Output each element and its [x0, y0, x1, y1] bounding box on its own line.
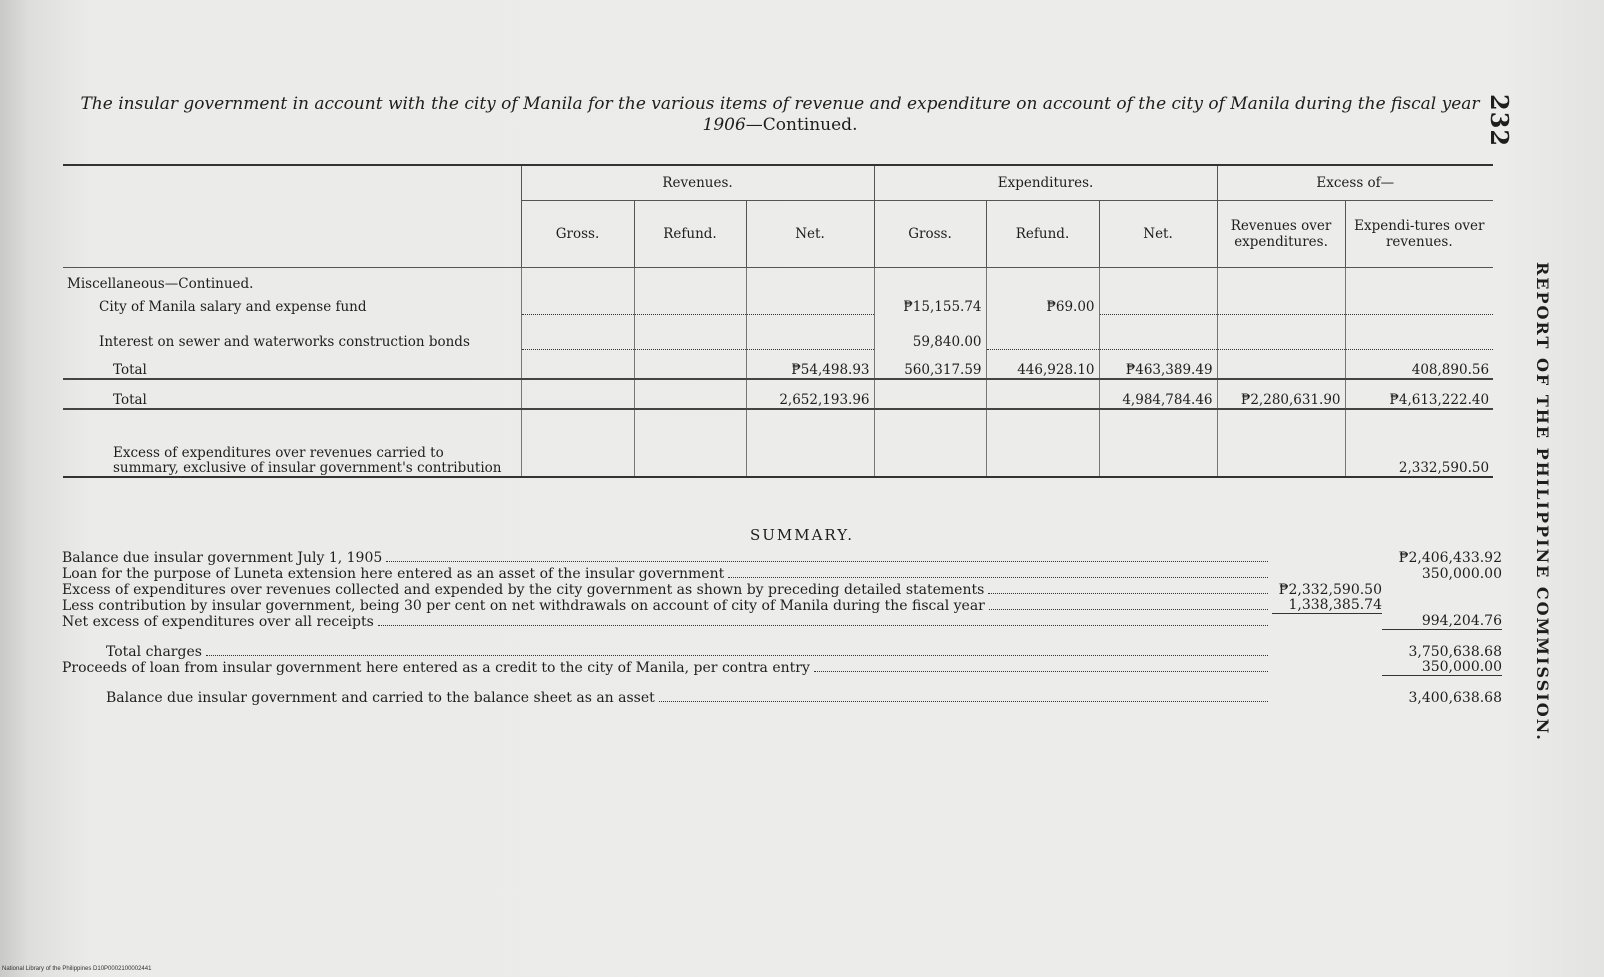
- cell-exp-over-rev: 408,890.56: [1345, 350, 1493, 380]
- cell-rev-net: 2,652,193.96: [746, 379, 874, 409]
- cell-exp-gross: 560,317.59: [874, 350, 986, 380]
- header-exp-over-rev: Expendi-tures over revenues.: [1345, 201, 1493, 268]
- header-exp-gross: Gross.: [874, 201, 986, 268]
- summary-label: Loan for the purpose of Luneta extension here entered as an asset of the insular government: [62, 566, 725, 582]
- header-revenues: Revenues.: [521, 165, 874, 201]
- summary-amount: 3,750,638.68: [1408, 644, 1502, 660]
- cell-exp-net: 4,984,784.46: [1099, 379, 1217, 409]
- summary-subamount: ₱2,332,590.50: [1278, 582, 1382, 598]
- header-exp-net: Net.: [1099, 201, 1217, 268]
- table-row: [63, 315, 1493, 350]
- summary-row: [62, 644, 1502, 660]
- summary-amount: 994,204.76: [1382, 613, 1502, 630]
- header-rev-net: Net.: [746, 201, 874, 268]
- row-label: Total: [113, 392, 147, 408]
- summary-label: Balance due insular government and carried to the balance sheet as an asset: [106, 690, 655, 706]
- header-exp-refund: Refund.: [986, 201, 1099, 268]
- summary-label: Excess of expenditures over revenues collected and expended by the city government as shown by preceding detailed statements: [62, 582, 985, 598]
- summary-row: [62, 550, 1502, 566]
- summary-subamount: 1,338,385.74: [1272, 597, 1382, 614]
- cell-exp-net: ₱463,389.49: [1099, 350, 1217, 380]
- row-label: Interest on sewer and waterworks construction bonds: [99, 333, 470, 350]
- cell-rev-over-exp: ₱2,280,631.90: [1217, 379, 1345, 409]
- summary-section: [62, 550, 1502, 706]
- summary-label: Proceeds of loan from insular government here entered as a credit to the city of Manila, per contra entry: [62, 660, 810, 676]
- summary-amount: ₱2,406,433.92: [1398, 550, 1502, 566]
- summary-title: SUMMARY.: [749, 526, 855, 544]
- summary-row: [62, 690, 1502, 706]
- misc-heading: Miscellaneous—Continued.: [67, 276, 254, 292]
- summary-row: [62, 598, 1502, 614]
- page-number: 232: [1485, 94, 1514, 148]
- header-expenditures: Expenditures.: [874, 165, 1217, 201]
- row-label: Excess of expenditures over revenues carried to summary, exclusive of insular government's contribution: [113, 445, 502, 476]
- summary-row: [62, 582, 1502, 598]
- summary-row: [62, 660, 1502, 676]
- archive-footer: National Library of the Philippines D10P0002100002441: [2, 966, 152, 972]
- header-rev-over-exp: Revenues over expenditures.: [1217, 201, 1345, 268]
- cell-exp-over-rev: ₱4,613,222.40: [1345, 379, 1493, 409]
- header-excess-of: Excess of—: [1217, 165, 1493, 201]
- cell-rev-net: ₱54,498.93: [746, 350, 874, 380]
- stub-header: [63, 165, 521, 268]
- summary-row: [62, 566, 1502, 582]
- header-rev-refund: Refund.: [634, 201, 746, 268]
- row-label: City of Manila salary and expense fund: [99, 298, 367, 315]
- summary-row: [62, 614, 1502, 630]
- row-label: Total: [113, 362, 147, 378]
- summary-amount: 350,000.00: [1421, 566, 1502, 582]
- table-row: [63, 409, 1493, 477]
- table-row: [63, 379, 1493, 409]
- summary-label: Less contribution by insular government, being 30 per cent on net withdrawals on account of city of Manila during the fiscal year: [62, 598, 985, 614]
- cell-exp-refund: 446,928.10: [986, 350, 1099, 380]
- page-title: [70, 94, 1490, 136]
- table-row: [63, 292, 1493, 315]
- cell-exp-gross: 59,840.00: [874, 315, 986, 350]
- summary-amount: 350,000.00: [1382, 659, 1502, 676]
- summary-amount: 3,400,638.68: [1408, 690, 1502, 706]
- title-continued: —Continued.: [745, 115, 858, 135]
- running-header: REPORT OF THE PHILIPPINE COMMISSION.: [1533, 262, 1552, 742]
- summary-label: Total charges: [106, 644, 202, 660]
- account-table: [63, 164, 1493, 478]
- table-row: [63, 350, 1493, 380]
- summary-label: Net excess of expenditures over all receipts: [62, 614, 374, 630]
- cell-exp-refund: ₱69.00: [986, 292, 1099, 315]
- header-rev-gross: Gross.: [521, 201, 634, 268]
- cell-exp-over-rev: 2,332,590.50: [1345, 409, 1493, 477]
- title-main: The insular government in account with the city of Manila for the various items of revenue and expenditure on account of the city of Manila during the fiscal year 1906: [80, 94, 1480, 135]
- cell-exp-gross: ₱15,155.74: [874, 292, 986, 315]
- summary-label: Balance due insular government July 1, 1905: [62, 550, 383, 566]
